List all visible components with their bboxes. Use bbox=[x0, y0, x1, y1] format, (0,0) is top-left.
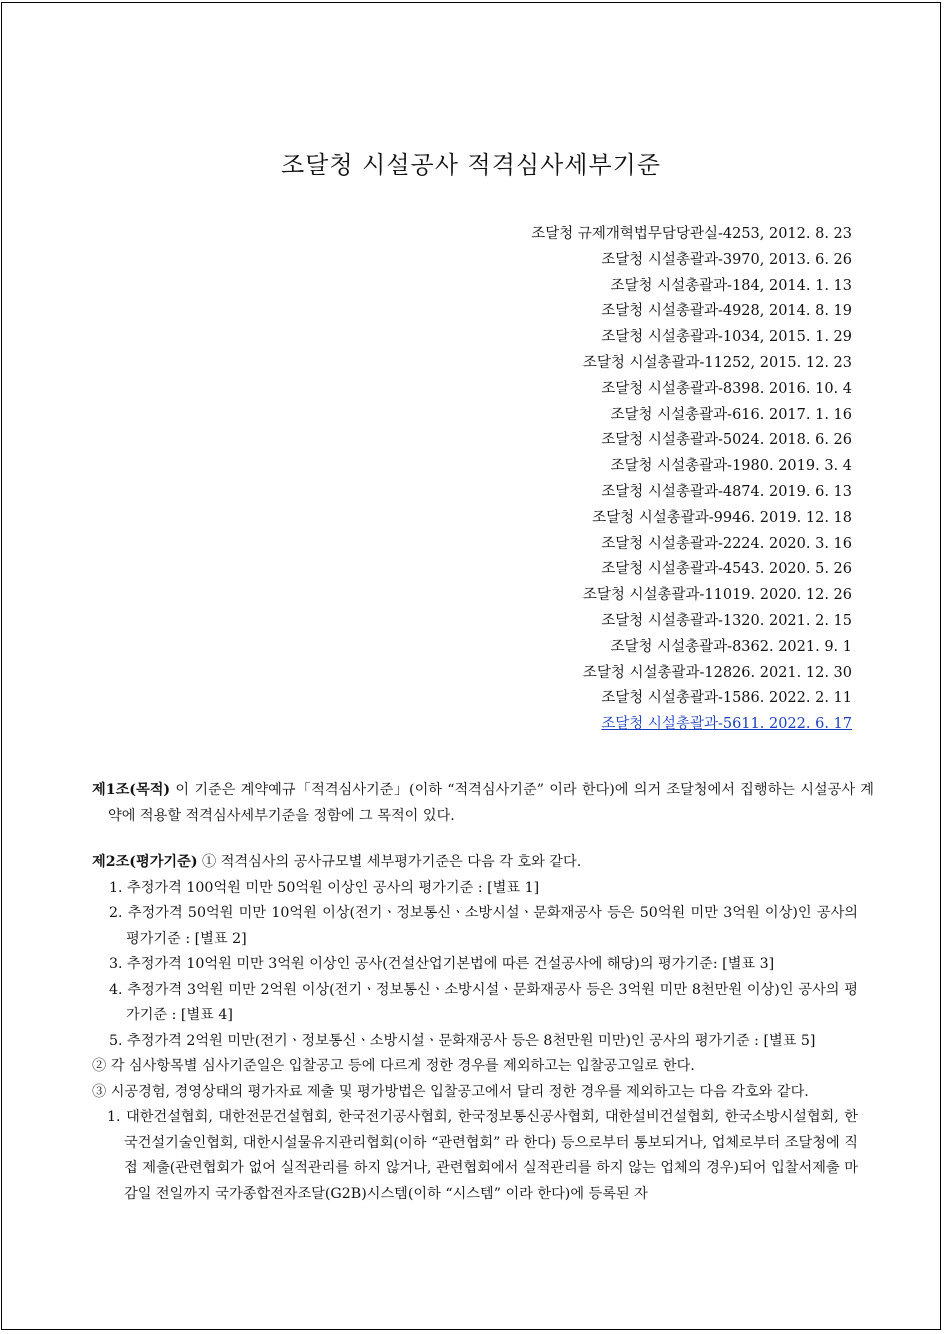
article-2 bbox=[92, 850, 858, 1207]
list-item: 3. 추정가격 10억원 미만 3억원 이상인 공사(건설산업기본법에 따른 건설공사에 해당)의 평가기준: [별표 3] bbox=[109, 956, 775, 972]
article-1-text: 이 기준은 계약예규「적격심사기준」(이하 “적격심사기준” 이라 한다)에 의거 조달청에서 집행하는 시설공사 계약에 적용할 적격심사세부기준을 정함에 그 목적이 있다. bbox=[108, 782, 874, 824]
article-2-intro-line bbox=[92, 850, 858, 876]
list-item: 2. 추정가격 50억원 미만 10억원 이상(전기ㆍ정보통신ㆍ소방시설ㆍ문화재공사 등은 50억원 미만 3억원 이상)인 공사의 평가기준 : [별표 2] bbox=[109, 905, 858, 947]
revision-entry: 조달청 시설총괄과-1034, 2015. 1. 29 bbox=[601, 329, 852, 346]
revision-entry: 조달청 시설총괄과-184, 2014. 1. 13 bbox=[610, 277, 852, 294]
article-2-intro: ① 적격심사의 공사규모별 세부평가기준은 다음 각 호와 같다. bbox=[197, 854, 582, 870]
list-item: 4. 추정가격 3억원 미만 2억원 이상(전기ㆍ정보통신ㆍ소방시설ㆍ문화재공사 등은 3억원 미만 8천만원 이상)인 공사의 평가기준 : [별표 4] bbox=[109, 981, 858, 1023]
revision-entry: 조달청 시설총괄과-1980. 2019. 3. 4 bbox=[610, 458, 852, 475]
article-1-heading: 제1조(목적) bbox=[92, 782, 171, 798]
list-item: 1. 추정가격 100억원 미만 50억원 이상인 공사의 평가기준 : [별표 1] bbox=[109, 879, 540, 896]
article-2-heading: 제2조(평가기준) bbox=[92, 854, 198, 870]
document-page bbox=[1, 2, 941, 1330]
revision-entry: 조달청 시설총괄과-8362. 2021. 9. 1 bbox=[610, 638, 852, 655]
revision-entry: 조달청 시설총괄과-2224. 2020. 3. 16 bbox=[601, 535, 852, 552]
revision-entry: 조달청 시설총괄과-4874. 2019. 6. 13 bbox=[601, 483, 852, 500]
paragraph-3: ③ 시공경험, 경영상태의 평가자료 제출 및 평가방법은 입찰공고에서 달리 정한 경우를 제외하고는 다음 각호와 같다. bbox=[92, 1083, 809, 1100]
article-1 bbox=[92, 778, 874, 829]
page-title: 조달청 시설공사 적격심사세부기준 bbox=[280, 151, 662, 179]
revision-entry-link[interactable]: 조달청 시설총괄과-5611. 2022. 6. 17 bbox=[601, 716, 852, 733]
revision-entry: 조달청 시설총괄과-4928, 2014. 8. 19 bbox=[601, 303, 852, 320]
revision-history bbox=[432, 222, 852, 738]
revision-entry: 조달청 시설총괄과-5024. 2018. 6. 26 bbox=[601, 432, 852, 449]
list-item: 5. 추정가격 2억원 미만(전기ㆍ정보통신ㆍ소방시설ㆍ문화재공사 등은 8천만원 미만)인 공사의 평가기준 : [별표 5] bbox=[109, 1032, 816, 1049]
revision-entry: 조달청 시설총괄과-1586. 2022. 2. 11 bbox=[601, 690, 852, 707]
revision-entry: 조달청 시설총괄과-11252, 2015. 12. 23 bbox=[582, 354, 852, 371]
paragraph-3-item-1: 1. 대한건설협회, 대한전문건설협회, 한국전기공사협회, 한국정보통신공사협회, 대한설비건설협회, 한국소방시설협회, 한국건설기술인협회, 대한시설물유지관리협회(이하 “관련협회” 라 한다) 등으로부터 통보되거나, 업체로부터 조달청에 직접 제출(관련협회가 없어 실적관리를 하지 않거나, 관련협회에서 실적관리를 하지 않는 업체의 경우)되어 입찰서제출 마감일 전일까지 국가종합전자조달(G2B)시스템(이하 “시스템” 이라 한다)에 등록된 자 bbox=[107, 1109, 858, 1202]
revision-entry: 조달청 규제개혁법무담당관실-4253, 2012. 8. 23 bbox=[531, 226, 852, 242]
revision-entry: 조달청 시설총괄과-12826. 2021. 12. 30 bbox=[582, 664, 852, 681]
revision-entry: 조달청 시설총괄과-616. 2017. 1. 16 bbox=[610, 406, 852, 423]
revision-entry: 조달청 시설총괄과-3970, 2013. 6. 26 bbox=[601, 251, 852, 268]
paragraph-2: ② 각 심사항목별 심사기준일은 입찰공고 등에 다르게 정한 경우를 제외하고는 입찰공고일로 한다. bbox=[92, 1058, 695, 1074]
revision-entry: 조달청 시설총괄과-1320. 2021. 2. 15 bbox=[601, 612, 852, 629]
revision-entry: 조달청 시설총괄과-8398. 2016. 10. 4 bbox=[601, 380, 852, 397]
revision-entry: 조달청 시설총괄과-4543. 2020. 5. 26 bbox=[601, 561, 852, 578]
revision-entry: 조달청 시설총괄과-9946. 2019. 12. 18 bbox=[592, 509, 852, 526]
revision-entry: 조달청 시설총괄과-11019. 2020. 12. 26 bbox=[582, 587, 852, 604]
